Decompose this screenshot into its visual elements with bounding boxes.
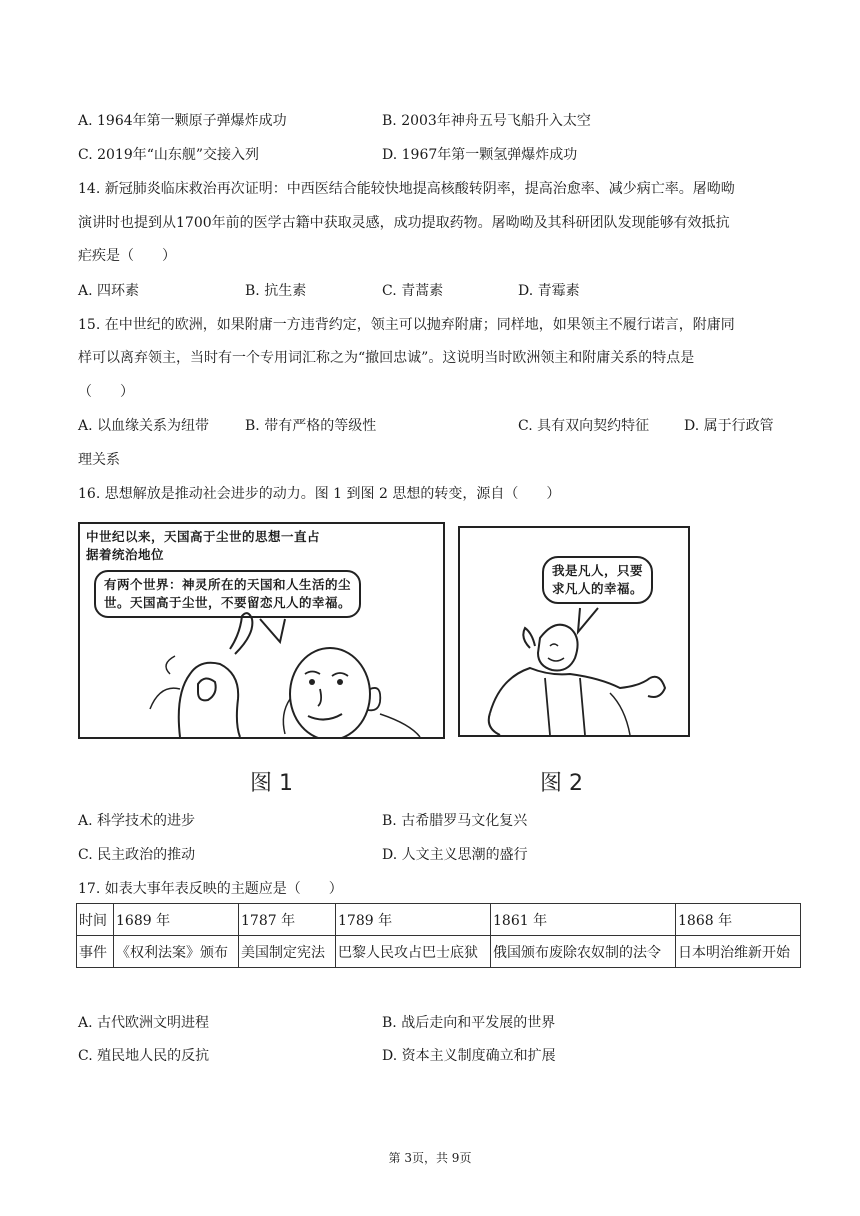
q15-option-b: B. 带有严格的等级性 — [245, 418, 377, 434]
q16-option-b: B. 古希腊罗马文化复兴 — [382, 813, 528, 829]
q13-option-d: D. 1967年第一颗氢弹爆炸成功 — [382, 147, 578, 163]
table-row — [77, 936, 801, 968]
q17-option-c: C. 殖民地人民的反抗 — [78, 1048, 210, 1064]
q14-option-b: B. 抗生素 — [245, 283, 307, 299]
q15-stem-line-3: （ ） — [78, 384, 134, 400]
q14-stem-line-1: 14. 新冠肺炎临床救治再次证明：中西医结合能较快地提高核酸转阴率，提高治愈率、减少病亡率。屠呦呦 — [78, 181, 735, 197]
year-cell: 1789 年 — [336, 904, 491, 936]
q17-stem: 17. 如表大事年表反映的主题应是（ ） — [78, 881, 343, 897]
event-cell: 美国制定宪法 — [239, 936, 336, 968]
figure-1-caption-line-2: 据着统治地位 — [86, 547, 165, 562]
event-cell: 巴黎人民攻占巴士底狱 — [336, 936, 491, 968]
q14-option-a: A. 四环素 — [78, 283, 140, 299]
figure-1-cartoon — [78, 522, 445, 739]
year-cell: 1861 年 — [491, 904, 676, 936]
figure-1-label: 图 1 — [250, 771, 293, 796]
figure-2-bubble-line-1: 我是凡人，只要 — [552, 563, 644, 578]
q15-option-d: D. 属于行政管 — [684, 418, 774, 434]
page-footer: 第 3页，共 9页 — [388, 1151, 472, 1165]
q13-option-a: A. 1964年第一颗原子弹爆炸成功 — [78, 113, 287, 129]
q14-option-c: C. 青蒿素 — [382, 283, 444, 299]
event-cell: 《权利法案》颁布 — [114, 936, 239, 968]
q15-option-d-wrap: 理关系 — [78, 452, 120, 468]
event-cell: 俄国颁布废除农奴制的法令 — [491, 936, 676, 968]
q16-option-c: C. 民主政治的推动 — [78, 847, 196, 863]
figure-1-bubble-line-1: 有两个世界：神灵所在的天国和人生活的尘 — [104, 577, 352, 592]
q16-stem: 16. 思想解放是推动社会进步的动力。图 1 到图 2 思想的转变，源自（ ） — [78, 486, 561, 502]
row-header-event: 事件 — [77, 936, 114, 968]
year-cell: 1787 年 — [239, 904, 336, 936]
q15-option-c: C. 具有双向契约特征 — [518, 418, 650, 434]
q13-option-c: C. 2019年“山东舰”交接入列 — [78, 147, 260, 163]
q17-option-b: B. 战后走向和平发展的世界 — [382, 1015, 556, 1031]
year-cell: 1868 年 — [676, 904, 801, 936]
figure-2-drawing — [460, 528, 688, 735]
figure-1-caption-line-1: 中世纪以来，天国高于尘世的思想一直占 — [86, 529, 321, 544]
year-cell: 1689 年 — [114, 904, 239, 936]
q15-option-a: A. 以血缘关系为纽带 — [78, 418, 210, 434]
q16-option-a: A. 科学技术的进步 — [78, 813, 196, 829]
q13-option-b: B. 2003年神舟五号飞船升入太空 — [382, 113, 591, 129]
row-header-time: 时间 — [77, 904, 114, 936]
event-cell: 日本明治维新开始 — [676, 936, 801, 968]
events-table — [76, 903, 801, 968]
q17-option-d: D. 资本主义制度确立和扩展 — [382, 1048, 556, 1064]
figure-2-cartoon — [458, 526, 690, 737]
figure-1-bubble-line-2: 世。天国高于尘世，不要留恋凡人的幸福。 — [104, 595, 352, 610]
figure-2-bubble-line-2: 求凡人的幸福。 — [552, 581, 644, 596]
q15-stem-line-1: 15. 在中世纪的欧洲，如果附庸一方违背约定，领主可以抛弃附庸；同样地，如果领主不履行诺言，附庸同 — [78, 317, 735, 333]
q16-option-d: D. 人文主义思潮的盛行 — [382, 847, 528, 863]
table-row — [77, 904, 801, 936]
q15-stem-line-2: 样可以离弃领主，当时有一个专用词汇称之为“撤回忠诚”。这说明当时欧洲领主和附庸关系的特点是 — [78, 350, 695, 366]
figure-1-drawing — [80, 524, 443, 737]
q17-option-a: A. 古代欧洲文明进程 — [78, 1015, 210, 1031]
figure-2-label: 图 2 — [540, 771, 583, 796]
q14-stem-line-3: 疟疾是（ ） — [78, 248, 176, 264]
q14-option-d: D. 青霉素 — [518, 283, 580, 299]
q14-stem-line-2: 演讲时也提到从1700年前的医学古籍中获取灵感，成功提取药物。屠呦呦及其科研团队发现能够有效抵抗 — [78, 215, 730, 231]
